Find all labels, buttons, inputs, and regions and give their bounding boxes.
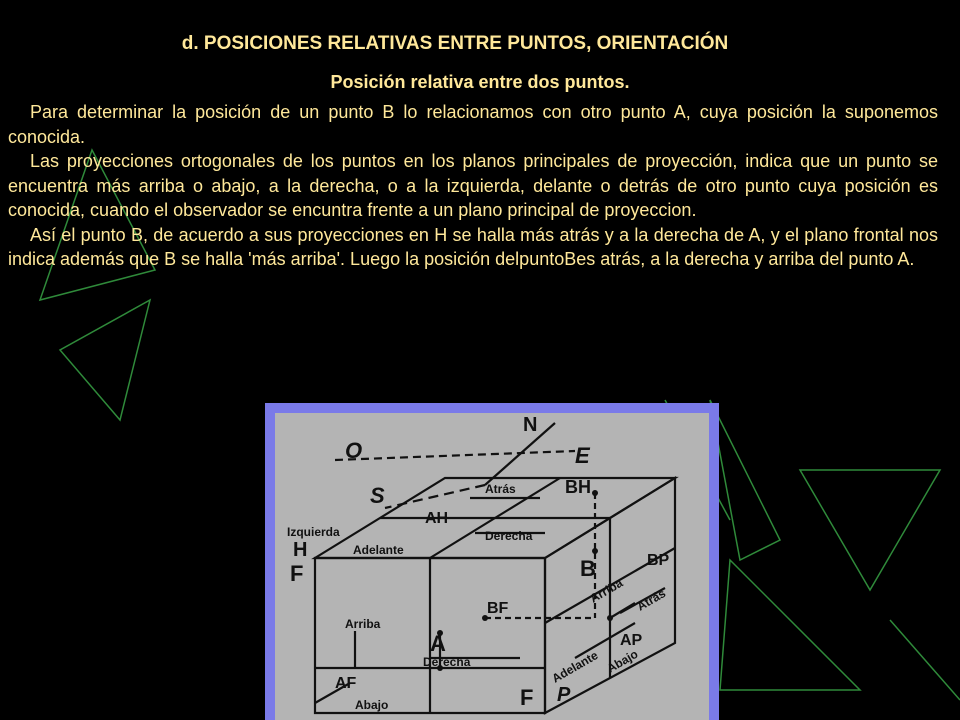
label-south: S [370, 483, 385, 508]
paragraph-1: Para determinar la posición de un punto B lo relacionamos con otro punto A, cuya posición la suponemos conocida. [8, 102, 938, 147]
slide-subtitle: Posición relativa entre dos puntos. [330, 72, 630, 92]
label-arriba-side: Arriba [587, 575, 626, 606]
label-bp: BP [647, 552, 670, 569]
label-atras-top: Atrás [485, 482, 516, 496]
body-text [8, 100, 938, 272]
label-plane-f-top: F [290, 561, 304, 586]
label-ah: AH [425, 510, 449, 527]
label-arriba-front: Arriba [345, 617, 381, 631]
label-bf: BF [487, 600, 509, 617]
label-bh: BH [565, 477, 591, 497]
label-abajo-front: Abajo [355, 698, 389, 712]
label-izquierda: Izquierda [287, 525, 340, 539]
label-east: E [575, 443, 590, 468]
label-derecha-top: Derecha [485, 529, 533, 543]
label-plane-p: P [557, 684, 571, 706]
label-adelante-side: Adelante [549, 648, 601, 686]
paragraph-2: Las proyecciones ortogonales de los puntos en los planos principales de proyección, indica que un punto se encuentra más arriba o abajo, a la derecha, o a la izquierda, delante o detrás de otro punto cuya posición es conocida, cuando el observador se encuntra frente a un plano principal de proyeccion. [8, 151, 938, 220]
figure-frame [265, 403, 719, 720]
slide-title: d. POSICIONES RELATIVAS ENTRE PUNTOS, ORIENTACIÓN [181, 33, 729, 54]
label-north: N [523, 414, 538, 436]
label-atras-side: Atrás [634, 586, 669, 614]
label-abajo-side: Abajo [604, 646, 641, 676]
label-point-a: A [430, 631, 446, 656]
paragraph-3: Así el punto B, de acuerdo a sus proyecciones en H se halla más atrás y a la derecha de A, y el plano frontal nos indica además que B se halla 'más arriba'. Luego la posición delpuntoBes atrás, a la derecha y arriba del punto A. [8, 224, 938, 269]
label-af: AF [335, 675, 357, 692]
label-plane-f-bottom: F [520, 685, 534, 710]
label-derecha-front: Derecha [423, 655, 471, 669]
label-adelante-top: Adelante [353, 543, 404, 557]
label-plane-h: H [293, 539, 308, 561]
label-ap: AP [620, 632, 643, 649]
projection-cube-diagram [275, 413, 709, 720]
label-point-b: B [580, 556, 596, 581]
label-west: O [345, 438, 363, 463]
